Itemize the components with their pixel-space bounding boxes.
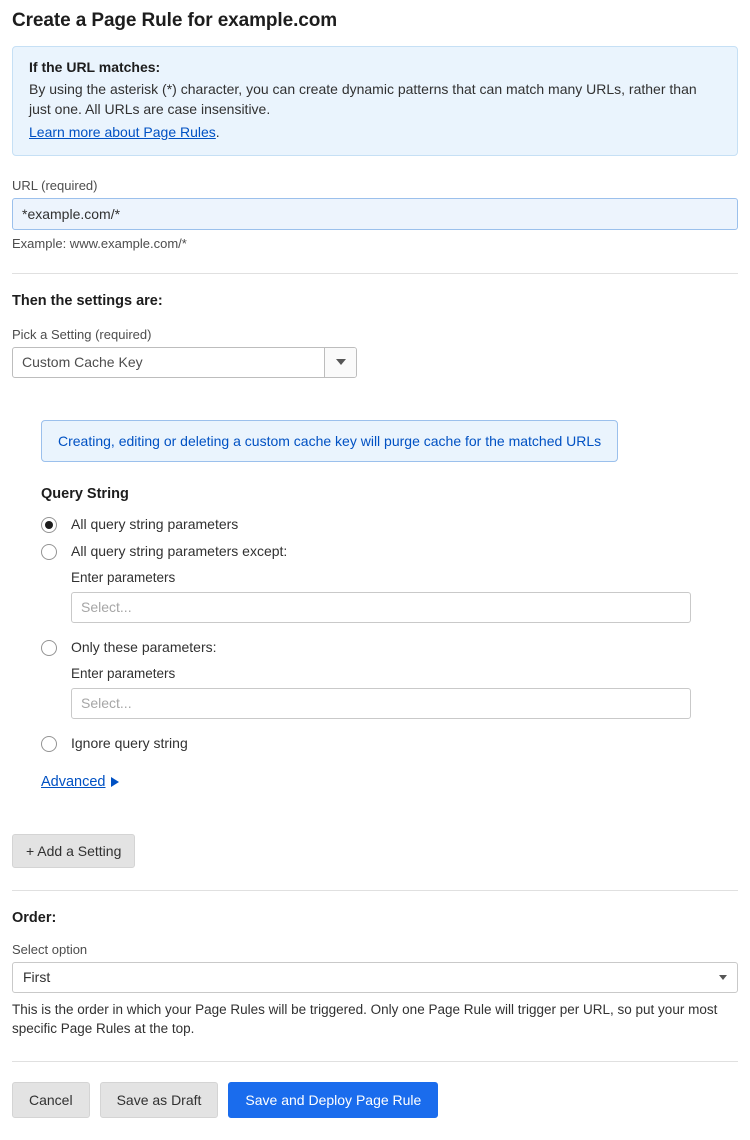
radio-all-query-string-parameters[interactable] xyxy=(41,516,738,533)
url-field-label: URL (required) xyxy=(12,177,98,193)
callout-body: By using the asterisk (*) character, you can create dynamic patterns that can match many URLs, rather than just one. All URLs are case insensitive. xyxy=(29,81,697,118)
chevron-down-icon[interactable] xyxy=(324,348,356,377)
radio-icon-all-except[interactable] xyxy=(41,544,57,560)
page-title: Create a Page Rule for example.com xyxy=(12,10,338,31)
radio-label-all: All query string parameters xyxy=(71,515,239,532)
callout-link-suffix: . xyxy=(215,123,220,140)
radio-icon-ignore[interactable] xyxy=(41,736,57,752)
custom-cache-key-panel xyxy=(12,420,738,790)
purge-cache-note: Creating, editing or deleting a custom cache key will purge cache for the matched URLs xyxy=(41,420,618,462)
radio-label-all-except: All query string parameters except: xyxy=(71,542,288,559)
radio-icon-all[interactable] xyxy=(41,517,57,533)
only-parameters-label: Enter parameters xyxy=(71,665,176,681)
only-parameters-input[interactable] xyxy=(71,688,691,719)
radio-label-only-these: Only these parameters: xyxy=(71,638,217,655)
callout-heading: If the URL matches: xyxy=(29,59,161,75)
except-parameters-input[interactable] xyxy=(71,592,691,623)
add-setting-button[interactable]: + Add a Setting xyxy=(12,834,135,868)
pick-setting-value: Custom Cache Key xyxy=(22,354,143,371)
url-input[interactable] xyxy=(12,198,738,230)
pick-setting-label: Pick a Setting (required) xyxy=(12,326,152,342)
divider-3 xyxy=(12,1061,738,1062)
caret-down-shape xyxy=(336,359,346,365)
order-title: Order: xyxy=(12,909,57,926)
url-match-callout xyxy=(12,46,738,156)
chevron-down-icon-order xyxy=(719,975,727,980)
cancel-button[interactable]: Cancel xyxy=(12,1082,90,1118)
order-select[interactable] xyxy=(12,962,738,993)
radio-icon-only-these[interactable] xyxy=(41,640,57,656)
except-parameters-label: Enter parameters xyxy=(71,569,176,585)
divider-2 xyxy=(12,890,738,891)
advanced-label[interactable]: Advanced xyxy=(41,773,106,790)
save-and-deploy-button[interactable]: Save and Deploy Page Rule xyxy=(228,1082,438,1118)
advanced-toggle[interactable] xyxy=(41,774,738,790)
order-select-label: Select option xyxy=(12,941,88,957)
radio-label-ignore: Ignore query string xyxy=(71,734,188,751)
radio-only-these-parameters[interactable] xyxy=(41,639,738,656)
order-hint: This is the order in which your Page Rules will be triggered. Only one Page Rule will trigger per URL, so put your most specific Page Rules at the top. xyxy=(12,1001,718,1037)
except-parameters-block xyxy=(71,570,738,623)
chevron-right-icon xyxy=(111,777,119,787)
settings-section-title: Then the settings are: xyxy=(12,292,163,309)
divider-1 xyxy=(12,273,738,274)
save-as-draft-button[interactable]: Save as Draft xyxy=(100,1082,219,1118)
callout-link-line xyxy=(29,122,721,142)
url-example-hint: Example: www.example.com/* xyxy=(12,235,187,251)
order-select-value: First xyxy=(23,969,51,986)
learn-more-page-rules-link[interactable]: Learn more about Page Rules xyxy=(29,123,216,140)
only-parameters-block xyxy=(71,666,738,719)
radio-all-except[interactable] xyxy=(41,543,738,560)
page-rule-form xyxy=(0,10,750,1138)
radio-ignore-query-string[interactable] xyxy=(41,735,738,752)
query-string-title: Query String xyxy=(41,485,129,502)
pick-setting-select[interactable] xyxy=(12,347,357,378)
